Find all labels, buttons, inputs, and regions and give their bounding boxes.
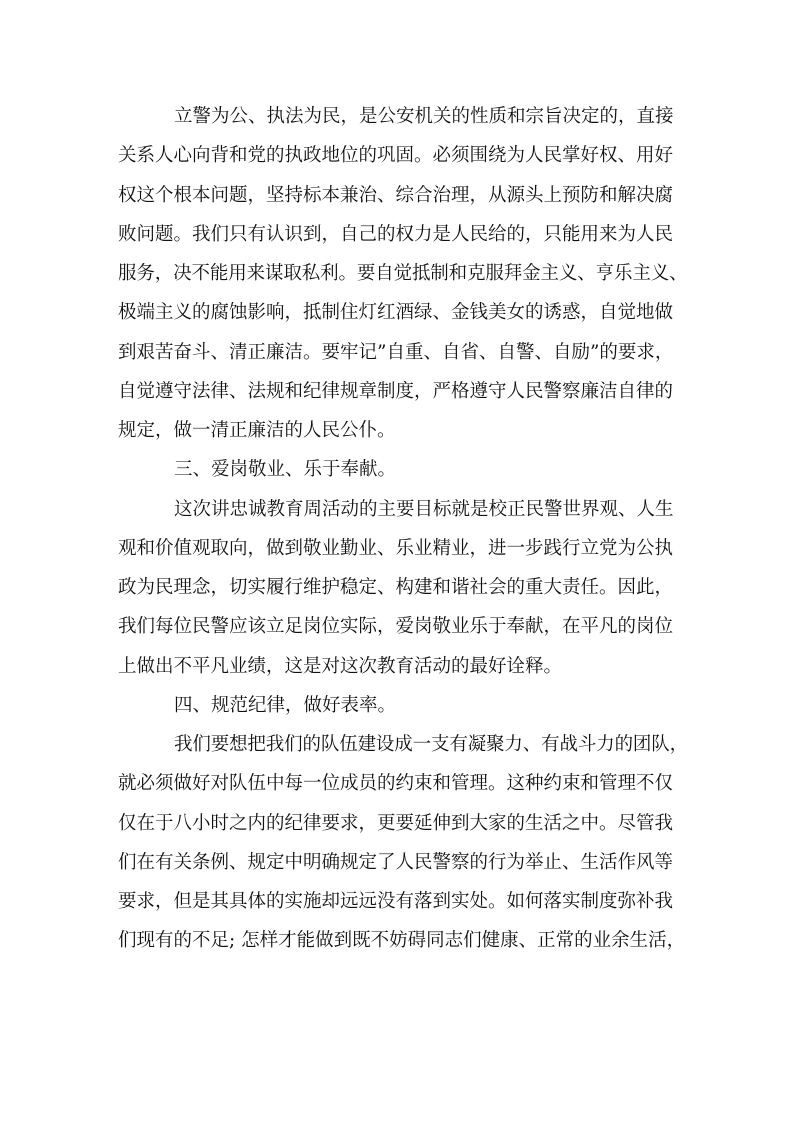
text-line: 上做出不平凡业绩，这是对这次教育活动的最好诠释。: [118, 655, 563, 677]
section-heading: 四、规范纪律，做好表率。: [174, 694, 397, 716]
text-line: 就必须做好对队伍中每一位成员的约束和管理。这种约束和管理不仅: [118, 773, 674, 795]
section-heading: 三、爱岗敬业、乐于奉献。: [174, 459, 397, 481]
text-line: 观和价值观取向，做到敬业勤业、乐业精业，进一步践行立党为公执: [118, 537, 674, 559]
text-line: 极端主义的腐蚀影响，抵制住灯红酒绿、金钱美女的诱惑，自觉地做: [118, 302, 674, 324]
text-line: 败问题。我们只有认识到，自己的权力是人民给的，只能用来为人民: [118, 223, 674, 245]
text-line: 我们要想把我们的队伍建设成一支有凝聚力、有战斗力的团队，: [174, 734, 688, 755]
text-line: 到艰苦奋斗、清正廉洁。要牢记”自重、自省、自警、自励”的要求，: [118, 341, 674, 363]
text-line: 仅在于八小时之内的纪律要求，更要延伸到大家的生活之中。尽管我: [118, 812, 674, 834]
text-line: 们现有的不足; 怎样才能做到既不妨碍同志们健康、正常的业余生活，: [118, 930, 686, 952]
text-line: 们在有关条例、规定中明确规定了人民警察的行为举止、生活作风等: [118, 851, 674, 873]
text-line: 政为民理念，切实履行维护稳定、构建和谐社会的重大责任。因此，: [118, 577, 674, 598]
text-line: 权这个根本问题，坚持标本兼治、综合治理，从源头上预防和解决腐: [118, 184, 674, 206]
text-line: 立警为公、执法为民，是公安机关的性质和宗旨决定的，直接: [174, 106, 674, 127]
text-line: 这次讲忠诚教育周活动的主要目标就是校正民警世界观、人生: [174, 498, 674, 520]
text-line: 要求，但是其具体的实施却远远没有落到实处。如何落实制度弥补我: [118, 891, 674, 912]
text-line: 关系人心向背和党的执政地位的巩固。必须围绕为人民掌好权、用好: [118, 145, 674, 167]
text-line: 服务，决不能用来谋取私利。要自觉抵制和克服拜金主义、亨乐主义、: [118, 263, 688, 284]
text-line: 规定，做一清正廉洁的人民公仆。: [118, 420, 396, 441]
text-line: 我们每位民警应该立足岗位实际，爱岗敬业乐于奉献，在平凡的岗位: [118, 616, 674, 638]
body-text: [118, 97, 688, 961]
text-line: 自觉遵守法律、法规和纪律规章制度，严格遵守人民警察廉洁自律的: [118, 380, 674, 402]
